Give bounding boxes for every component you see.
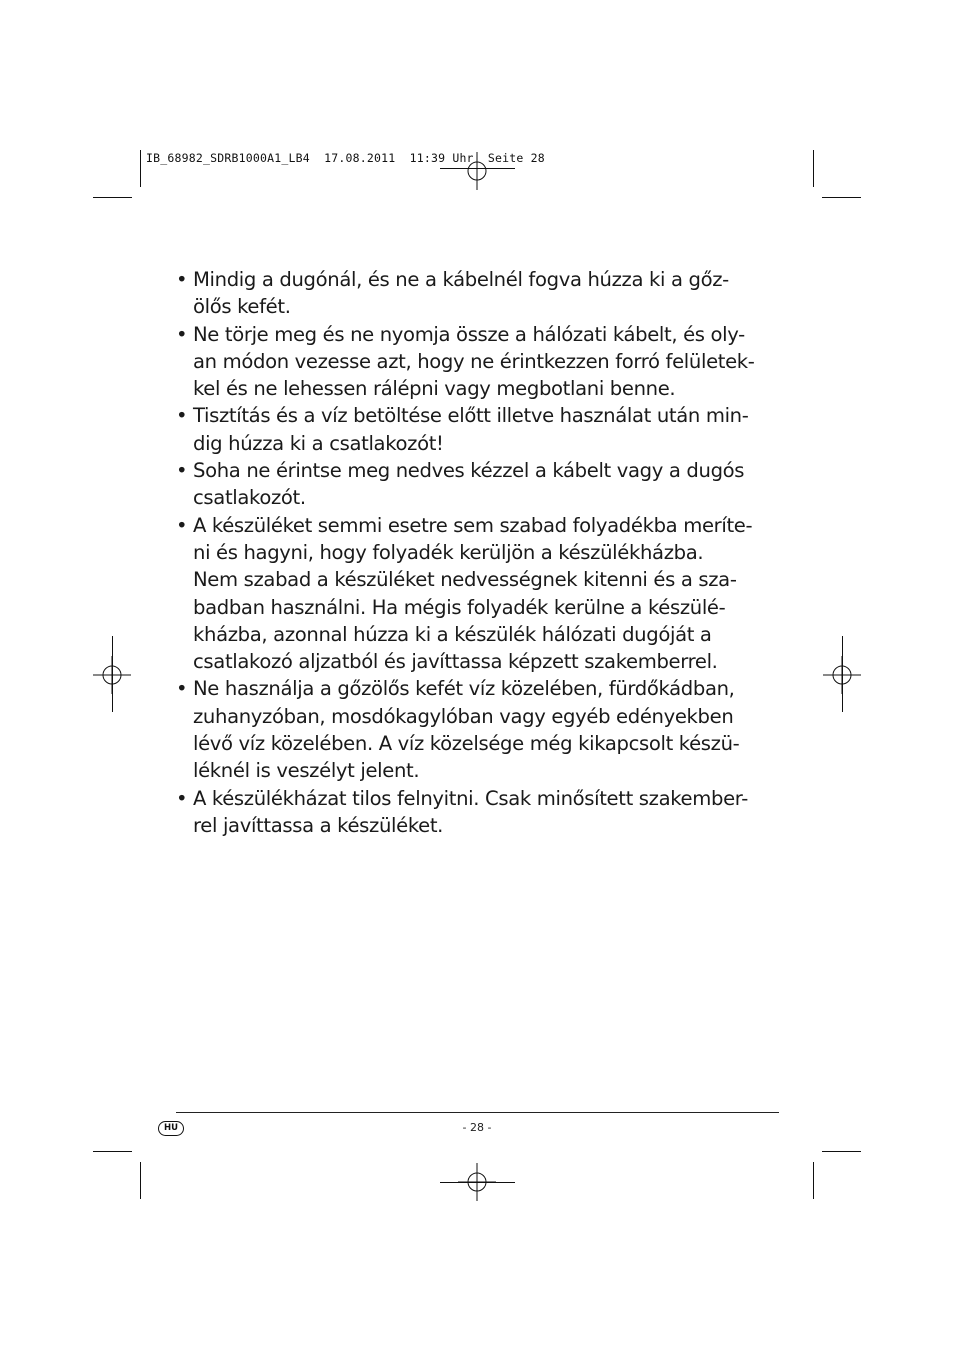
crop-mark-bottom-left-vertical bbox=[140, 1162, 141, 1199]
list-item-text: Tisztítás és a víz betöltése előtt illetve használat után min- dig húzza ki a csatlakozót! bbox=[193, 404, 749, 455]
registration-mark-right-stem bbox=[842, 636, 843, 712]
list-item bbox=[176, 785, 786, 840]
list-item-text: A készülékházat tilos felnyitni. Csak minősített szakember- rel javíttassa a készüléket. bbox=[193, 786, 748, 837]
print-slug: IB_68982_SDRB1000A1_LB4 17.08.2011 11:39 Uhr Seite 28 bbox=[146, 151, 545, 165]
crop-mark-top-right-vertical bbox=[813, 150, 814, 187]
page-number: - 28 - bbox=[462, 1121, 492, 1134]
safety-instructions-list bbox=[176, 266, 786, 839]
list-item bbox=[176, 512, 786, 676]
list-item bbox=[176, 675, 786, 784]
list-item bbox=[176, 457, 786, 512]
country-code-badge: HU bbox=[158, 1121, 184, 1136]
list-item-text: Mindig a dugónál, és ne a kábelnél fogva húzza ki a gőz- ölős kefét. bbox=[193, 268, 729, 319]
crop-mark-bottom-right-horizontal bbox=[822, 1151, 861, 1152]
footer-divider bbox=[176, 1112, 779, 1113]
list-item-text: Soha ne érintse meg nedves kézzel a kábelt vagy a dugós csatlakozót. bbox=[193, 459, 745, 510]
list-item bbox=[176, 402, 786, 457]
crop-mark-top-left-vertical bbox=[140, 150, 141, 187]
crop-mark-bottom-right-vertical bbox=[813, 1162, 814, 1199]
crop-mark-bottom-left-horizontal bbox=[93, 1151, 132, 1152]
list-item-text: Ne használja a gőzölős kefét víz közelében, fürdőkádban, zuhanyzóban, mosdókagylóban vagy egyéb edényekben lévő víz közelében. A víz közelsége még kikapcsolt készü- léknél is veszélyt jelent. bbox=[193, 677, 740, 783]
list-item-text: Ne törje meg és ne nyomja össze a hálózati kábelt, és oly- an módon vezesse azt, hogy ne érintkezzen forró felületek- kel és ne lehessen rálépni vagy megbotlani benne. bbox=[193, 322, 755, 401]
registration-mark-left-stem bbox=[112, 636, 113, 712]
list-item bbox=[176, 321, 786, 403]
registration-mark-bottom-crossbar bbox=[440, 1182, 515, 1183]
crop-mark-top-left-horizontal bbox=[93, 197, 132, 198]
list-item-text: A készüléket semmi esetre sem szabad folyadékba meríte- ni és hagyni, hogy folyadék kerüljön a készülékházba. Nem szabad a készüléket nedvességnek kitenni és a sza- badban használni. Ha mégis folyadék kerülne a készülé- kházba, azonnal húzza ki a készülék hálózati dugóját a csatlakozó aljzatból és javíttassa képzett szakemberrel. bbox=[193, 513, 753, 674]
list-item bbox=[176, 266, 786, 321]
crop-mark-top-right-horizontal bbox=[822, 197, 861, 198]
